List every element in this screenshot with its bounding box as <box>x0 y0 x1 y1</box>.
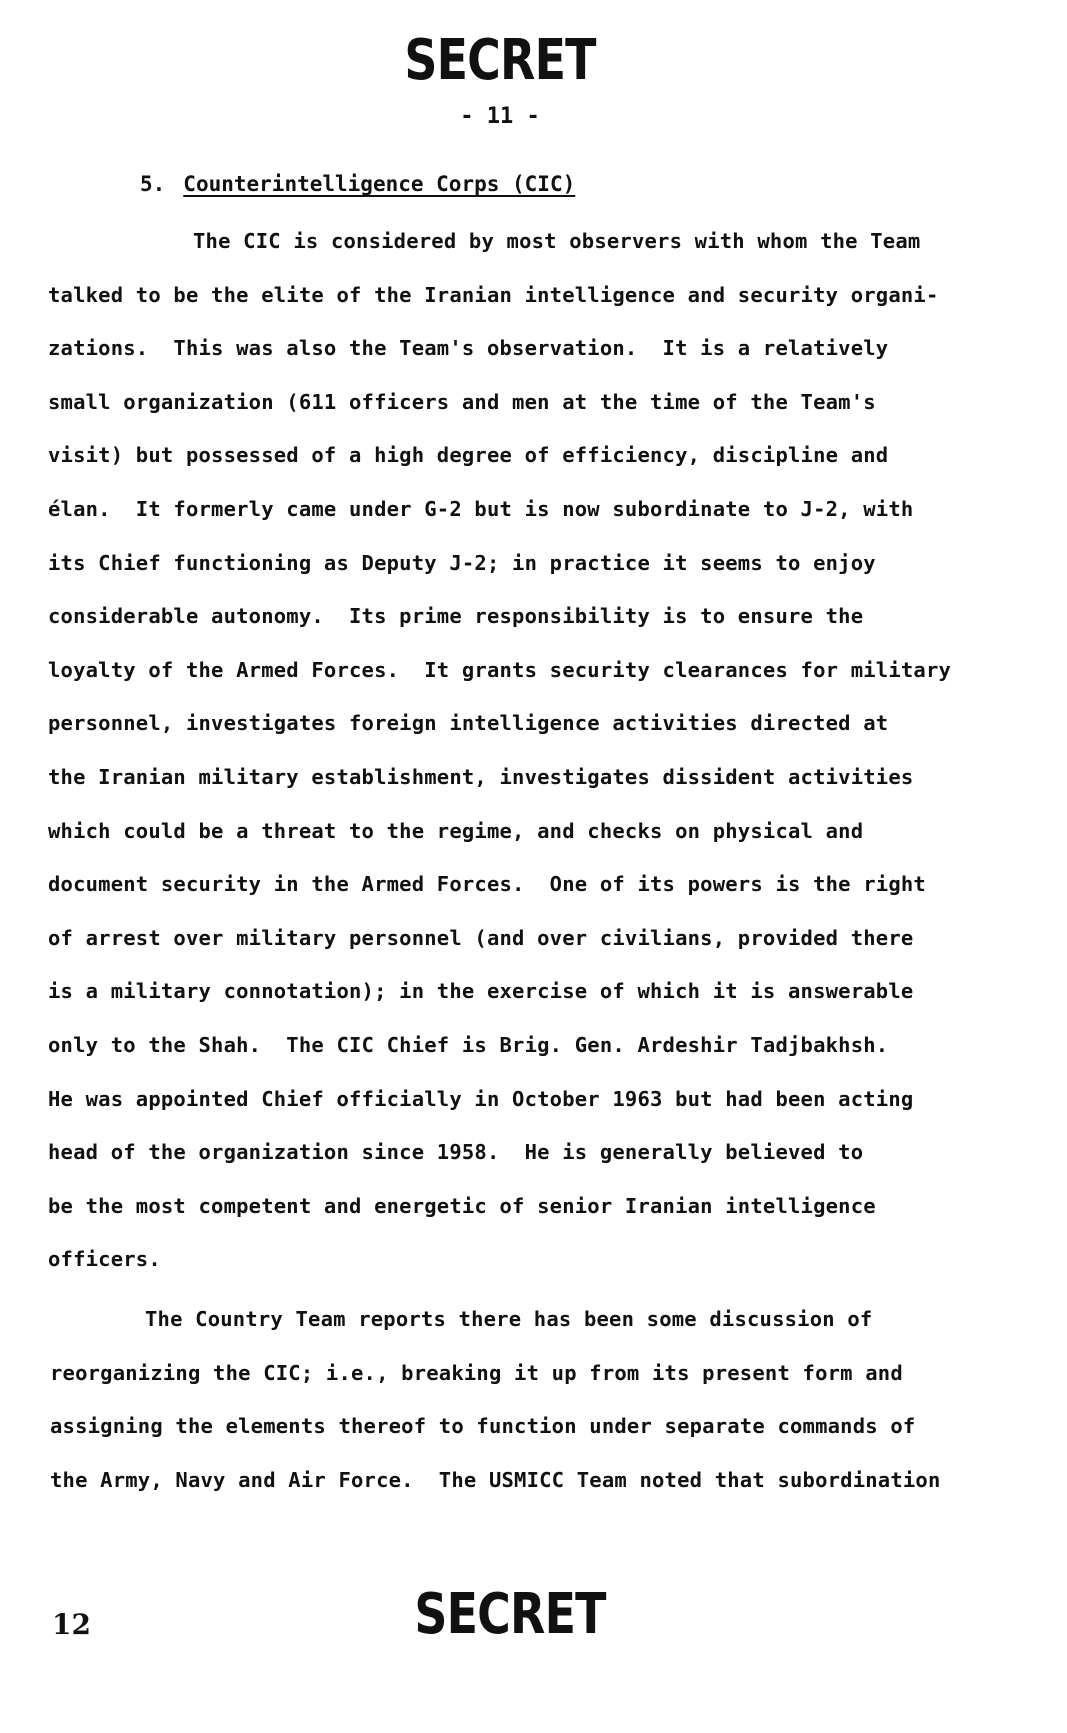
text-line: loyalty of the Armed Forces. It grants security clearances for military <box>48 657 952 682</box>
text-line: The Country Team reports there has been some discussion of <box>145 1307 873 1331</box>
text-line: He was appointed Chief officially in October 1963 but had been acting <box>48 1086 914 1111</box>
text-line: of arrest over military personnel (and over civilians, provided there <box>48 925 914 950</box>
text-line: the Iranian military establishment, investigates dissident activities <box>48 764 914 789</box>
text-line: visit) but possessed of a high degree of efficiency, discipline and <box>48 443 889 468</box>
text-line: small organization (611 officers and men at the time of the Team's <box>48 389 876 414</box>
section-title: Counterintelligence Corps (CIC) <box>183 172 576 196</box>
text-line: assigning the elements thereof to function under separate commands of <box>50 1414 916 1439</box>
classification-marking-bottom: SECRET <box>414 1582 606 1647</box>
text-line: officers. <box>48 1247 161 1272</box>
text-line: head of the organization since 1958. He is generally believed to <box>48 1140 864 1165</box>
text-line: zations. This was also the Team's observation. It is a relatively <box>48 336 889 361</box>
classification-marking-top: SECRET <box>404 28 596 93</box>
text-line: The CIC is considered by most observers with whom the Team <box>193 229 921 253</box>
text-line: document security in the Armed Forces. One of its powers is the right <box>48 872 926 897</box>
text-line: is a military connotation); in the exercise of which it is answerable <box>48 979 914 1004</box>
paragraph-reorganization <box>50 1304 1040 1518</box>
text-line: élan. It formerly came under G-2 but is now subordinate to J-2, with <box>48 496 914 521</box>
section-number: 5. <box>140 172 166 196</box>
text-line: its Chief functioning as Deputy J-2; in practice it seems to enjoy <box>48 550 876 575</box>
page-number: - 11 - <box>460 104 540 129</box>
section-heading <box>140 172 575 196</box>
text-line: be the most competent and energetic of senior Iranian intelligence <box>48 1193 876 1218</box>
paragraph-cic-description <box>48 226 1038 1298</box>
text-line: considerable autonomy. Its prime responsibility is to ensure the <box>48 604 864 629</box>
text-line: reorganizing the CIC; i.e., breaking it up from its present form and <box>50 1360 903 1385</box>
text-line: only to the Shah. The CIC Chief is Brig. Gen. Ardeshir Tadjbakhsh. <box>48 1032 889 1057</box>
footer-page-number: 12 <box>52 1608 91 1641</box>
text-line: personnel, investigates foreign intelligence activities directed at <box>48 711 889 736</box>
text-line: the Army, Navy and Air Force. The USMICC Team noted that subordination <box>50 1467 941 1492</box>
text-line: talked to be the elite of the Iranian intelligence and security organi- <box>48 282 939 307</box>
text-line: which could be a threat to the regime, and checks on physical and <box>48 818 864 843</box>
